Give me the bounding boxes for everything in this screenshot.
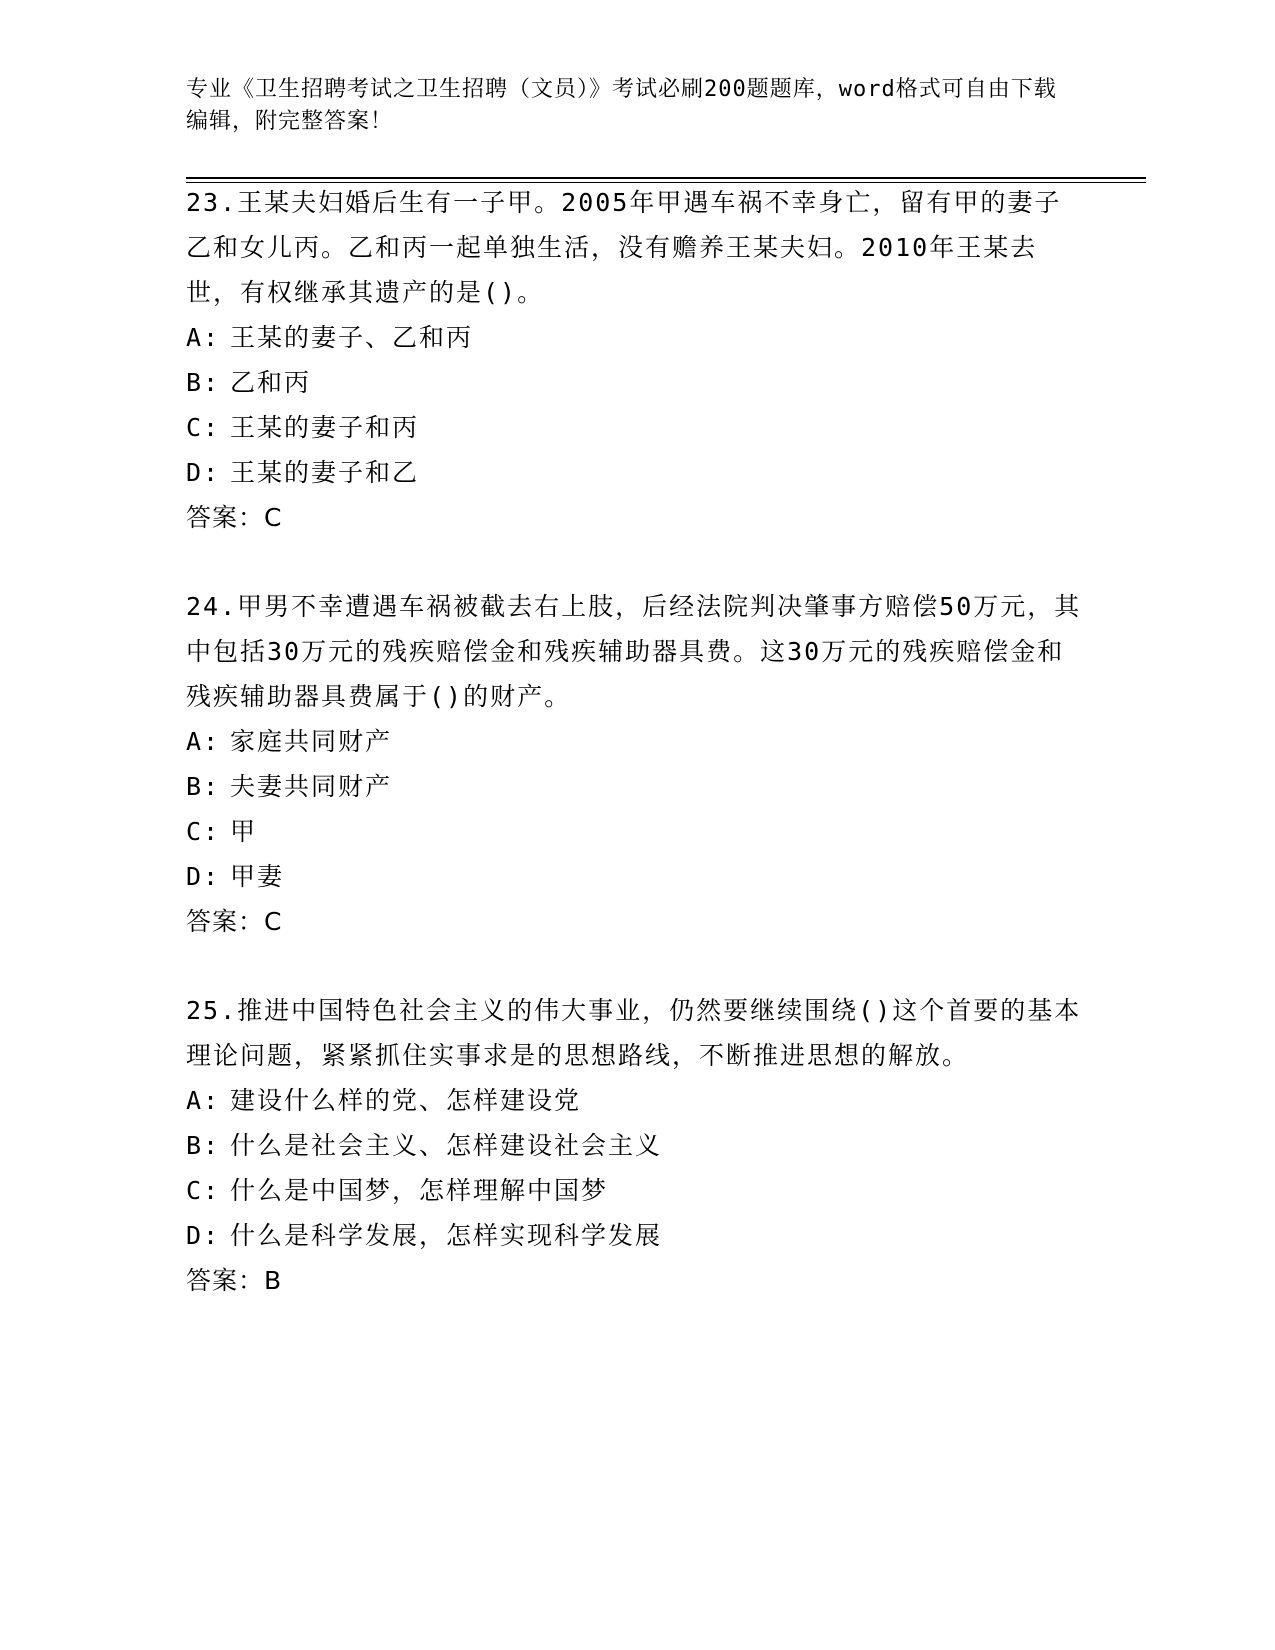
question-stem: 23.王某夫妇婚后生有一子甲。2005年甲遇车祸不幸身亡，留有甲的妻子乙和女儿丙。乙和丙一起单独生活，没有赡养王某夫妇。2010年王某去世，有权继承其遗产的是()。	[186, 188, 1062, 307]
option-d	[186, 854, 1086, 899]
option-key: A:	[186, 1086, 221, 1115]
option-text: 王某的妻子和丙	[230, 413, 420, 442]
option-key: D:	[186, 862, 221, 891]
option-text: 什么是科学发展，怎样实现科学发展	[230, 1221, 663, 1250]
option-b	[186, 764, 1086, 809]
option-text: 甲	[230, 817, 258, 846]
option-text: 家庭共同财产	[230, 727, 393, 756]
option-key: C:	[186, 413, 221, 442]
option-key: A:	[186, 323, 221, 352]
option-b	[186, 360, 1086, 405]
question-24	[186, 584, 1086, 944]
answer-line: 答案：C	[186, 503, 283, 532]
question-23	[186, 180, 1086, 540]
option-d	[186, 450, 1086, 495]
option-key: D:	[186, 458, 221, 487]
option-key: C:	[186, 817, 221, 846]
option-text: 什么是社会主义、怎样建设社会主义	[230, 1131, 663, 1160]
option-b	[186, 1123, 1086, 1168]
option-key: B:	[186, 1131, 221, 1160]
header-divider-thick	[186, 177, 1146, 179]
option-key: A:	[186, 727, 221, 756]
option-a	[186, 315, 1086, 360]
option-text: 什么是中国梦，怎样理解中国梦	[230, 1176, 609, 1205]
option-text: 夫妻共同财产	[230, 772, 393, 801]
question-stem: 25.推进中国特色社会主义的伟大事业，仍然要继续围绕()这个首要的基本理论问题，紧紧抓住实事求是的思想路线，不断推进思想的解放。	[186, 996, 1082, 1070]
option-a	[186, 1078, 1086, 1123]
question-25	[186, 988, 1086, 1303]
question-stem: 24.甲男不幸遭遇车祸被截去右上肢，后经法院判决肇事方赔偿50万元，其中包括30万元的残疾赔偿金和残疾辅助器具费。这30万元的残疾赔偿金和残疾辅助器具费属于()的财产。	[186, 592, 1082, 711]
option-text: 王某的妻子和乙	[230, 458, 420, 487]
option-text: 建设什么样的党、怎样建设党	[230, 1086, 582, 1115]
answer-line: 答案：C	[186, 907, 283, 936]
option-key: D:	[186, 1221, 221, 1250]
option-c	[186, 1168, 1086, 1213]
option-c	[186, 809, 1086, 854]
option-text: 乙和丙	[230, 368, 312, 397]
option-d	[186, 1213, 1086, 1258]
option-key: C:	[186, 1176, 221, 1205]
option-text: 王某的妻子、乙和丙	[230, 323, 474, 352]
option-a	[186, 719, 1086, 764]
document-header: 专业《卫生招聘考试之卫生招聘（文员）》考试必刷200题题库，word格式可自由下载编辑，附完整答案！	[186, 77, 1057, 134]
answer-line: 答案：B	[186, 1266, 283, 1295]
option-key: B:	[186, 772, 221, 801]
option-text: 甲妻	[230, 862, 285, 891]
option-c	[186, 405, 1086, 450]
option-key: B:	[186, 368, 221, 397]
